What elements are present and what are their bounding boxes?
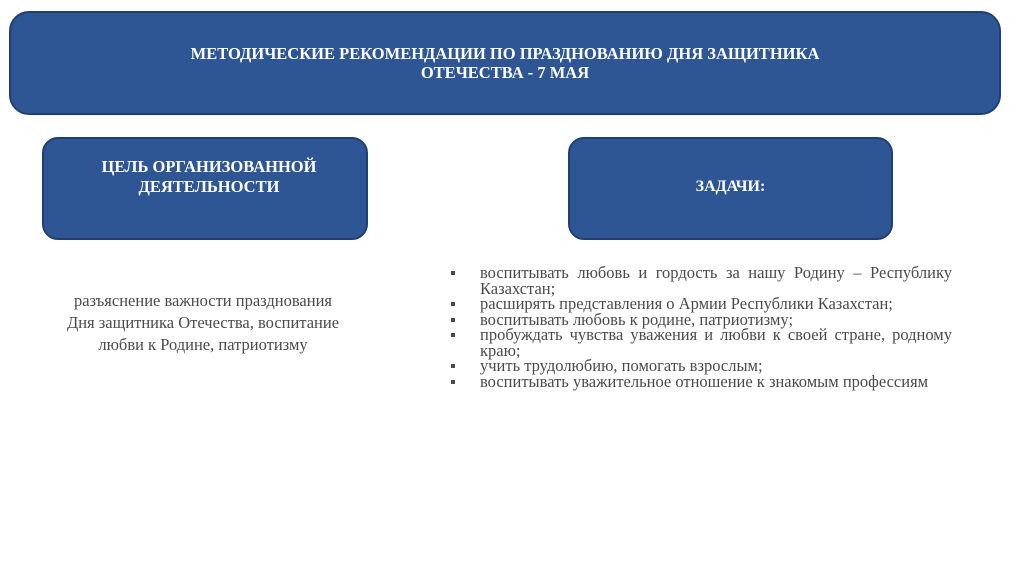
task-item-text: воспитывать любовь к родине, патриотизму;: [480, 309, 794, 329]
goal-heading-line-2: ДЕЯТЕЛЬНОСТИ: [138, 176, 280, 196]
goal-description-line-2: Дня защитника Отечества, воспитание: [66, 313, 340, 332]
task-item: [448, 265, 952, 296]
goal-description: [28, 290, 378, 356]
square-bullet-icon: [451, 271, 455, 275]
task-item: [448, 327, 952, 358]
tasks-heading: ЗАДАЧИ:: [695, 177, 766, 195]
tasks-list: [448, 265, 952, 389]
goal-description-line-1: разъяснение важности празднования: [73, 291, 333, 310]
task-item-text: воспитывать любовь и гордость за нашу Родину – Республику Казахстан;: [480, 263, 952, 298]
page-title-line-2: ОТЕЧЕСТВА - 7 МАЯ: [420, 63, 590, 82]
square-bullet-icon: [451, 364, 455, 368]
goal-description-line-3: любви к Родине, патриотизму: [98, 335, 308, 354]
goal-heading: [102, 157, 317, 197]
square-bullet-icon: [451, 380, 455, 384]
page-title: [191, 44, 820, 82]
task-item-text: учить трудолюбию, помогать взрослым;: [480, 356, 763, 375]
task-item-text: пробуждать чувства уважения и любви к своей стране, родному краю;: [480, 325, 952, 360]
square-bullet-icon: [451, 318, 455, 322]
task-item: [448, 371, 952, 391]
title-banner: [9, 11, 1001, 115]
page-title-line-1: МЕТОДИЧЕСКИЕ РЕКОМЕНДАЦИИ ПО ПРАЗДНОВАНИЮ ДНЯ ЗАЩИТНИКА: [190, 44, 820, 63]
goal-heading-line-1: ЦЕЛЬ ОРГАНИЗОВАННОЙ: [101, 156, 317, 176]
tasks-heading-box: [568, 137, 893, 240]
square-bullet-icon: [451, 302, 455, 306]
square-bullet-icon: [451, 333, 455, 337]
goal-heading-box: [42, 137, 368, 240]
task-item-text: расширять представления о Армии Республики Казахстан;: [480, 294, 893, 313]
task-item-text: воспитывать уважительное отношение к знакомым профессиям: [480, 371, 929, 391]
